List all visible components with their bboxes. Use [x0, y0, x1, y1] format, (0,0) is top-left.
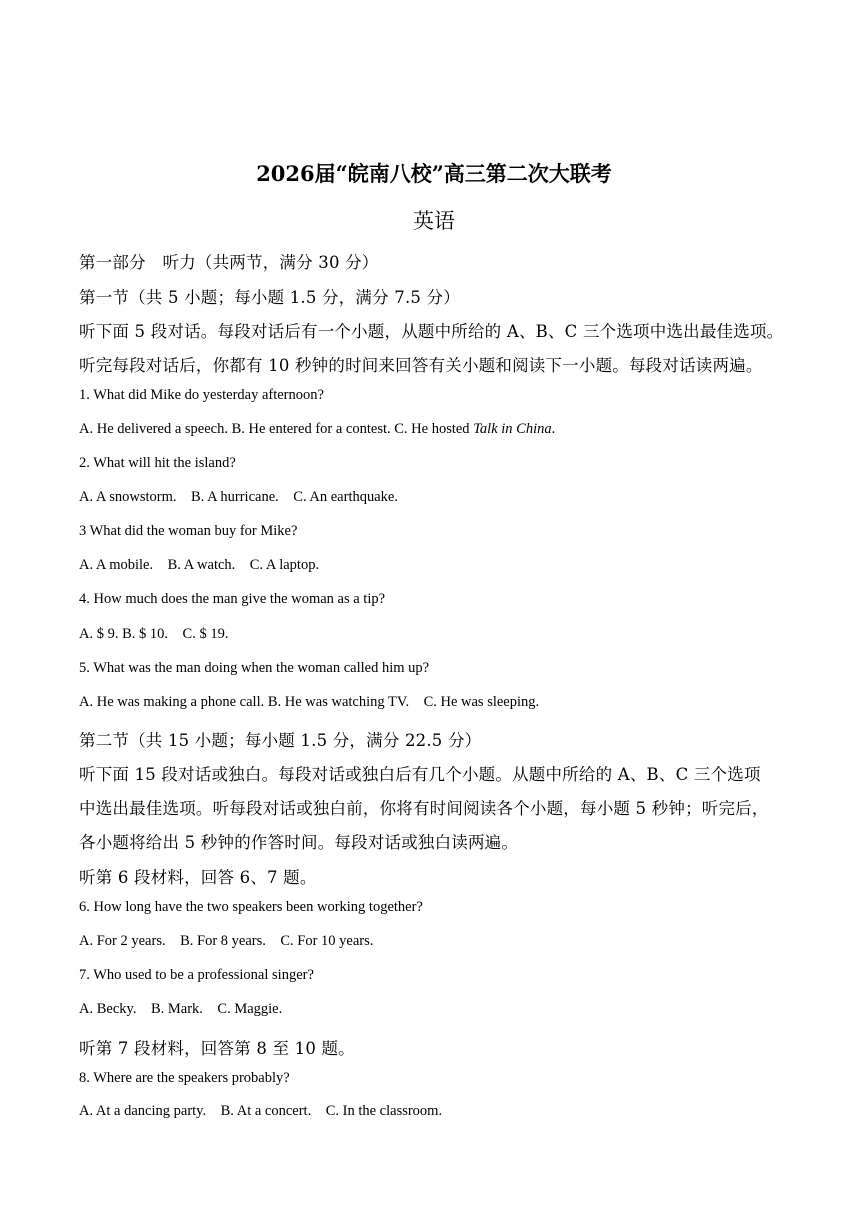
group-7-heading: 听第 7 段材料，回答第 8 至 10 题。 — [79, 1039, 355, 1058]
question-1-options: A. He delivered a speech. B. He entered for a contest. C. He hosted Talk in China. — [79, 421, 556, 437]
question-8: 8. Where are the speakers probably? — [79, 1070, 290, 1086]
question-2-options: A. A snowstorm. B. A hurricane. C. An earthquake. — [79, 489, 398, 505]
question-5-options: A. He was making a phone call. B. He was watching TV. C. He was sleeping. — [79, 694, 540, 710]
question-8-options: A. At a dancing party. B. At a concert. C. In the classroom. — [79, 1103, 443, 1119]
question-7-options: A. Becky. B. Mark. C. Maggie. — [79, 1001, 283, 1017]
question-4-options: A. $ 9. B. $ 10. C. $ 19. — [79, 626, 229, 642]
question-1: 1. What did Mike do yesterday afternoon? — [79, 387, 324, 403]
section2-heading: 第二节（共 15 小题；每小题 1.5 分，满分 22.5 分） — [79, 731, 482, 750]
question-4: 4. How much does the man give the woman as a tip? — [79, 591, 386, 607]
question-5: 5. What was the man doing when the woman called him up? — [79, 660, 430, 676]
question-6: 6. How long have the two speakers been working together? — [79, 899, 423, 915]
exam-title: 2026届“皖南八校”高三第二次大联考 — [256, 161, 612, 186]
part1-heading: 第一部分 听力（共两节，满分 30 分） — [79, 253, 379, 272]
question-3: 3 What did the woman buy for Mike? — [79, 523, 298, 539]
section2-instruction-3: 各小题将给出 5 秒钟的作答时间。每段对话或独白读两遍。 — [79, 833, 519, 852]
section1-instruction-2: 听完每段对话后，你都有 10 秒钟的时间来回答有关小题和阅读下一小题。每段对话读两遍。 — [79, 356, 763, 375]
question-3-options: A. A mobile. B. A watch. C. A laptop. — [79, 557, 320, 573]
group-6-heading: 听第 6 段材料，回答 6、7 题。 — [79, 868, 317, 887]
section1-heading: 第一节（共 5 小题；每小题 1.5 分，满分 7.5 分） — [79, 288, 460, 307]
section2-instruction-2: 中选出最佳选项。听每段对话或独白前，你将有时间阅读各个小题，每小题 5 秒钟；听完后， — [79, 799, 769, 818]
show-title: Talk in China — [473, 421, 552, 437]
question-6-options: A. For 2 years. B. For 8 years. C. For 10 years. — [79, 933, 374, 949]
subject-title: 英语 — [413, 209, 455, 233]
question-7: 7. Who used to be a professional singer? — [79, 967, 314, 983]
section1-instruction-1: 听下面 5 段对话。每段对话后有一个小题，从题中所给的 A、B、C 三个选项中选出最佳选项。 — [79, 322, 784, 341]
question-2: 2. What will hit the island? — [79, 455, 236, 471]
section2-instruction-1: 听下面 15 段对话或独白。每段对话或独白后有几个小题。从题中所给的 A、B、C 三个选项 — [79, 765, 761, 784]
